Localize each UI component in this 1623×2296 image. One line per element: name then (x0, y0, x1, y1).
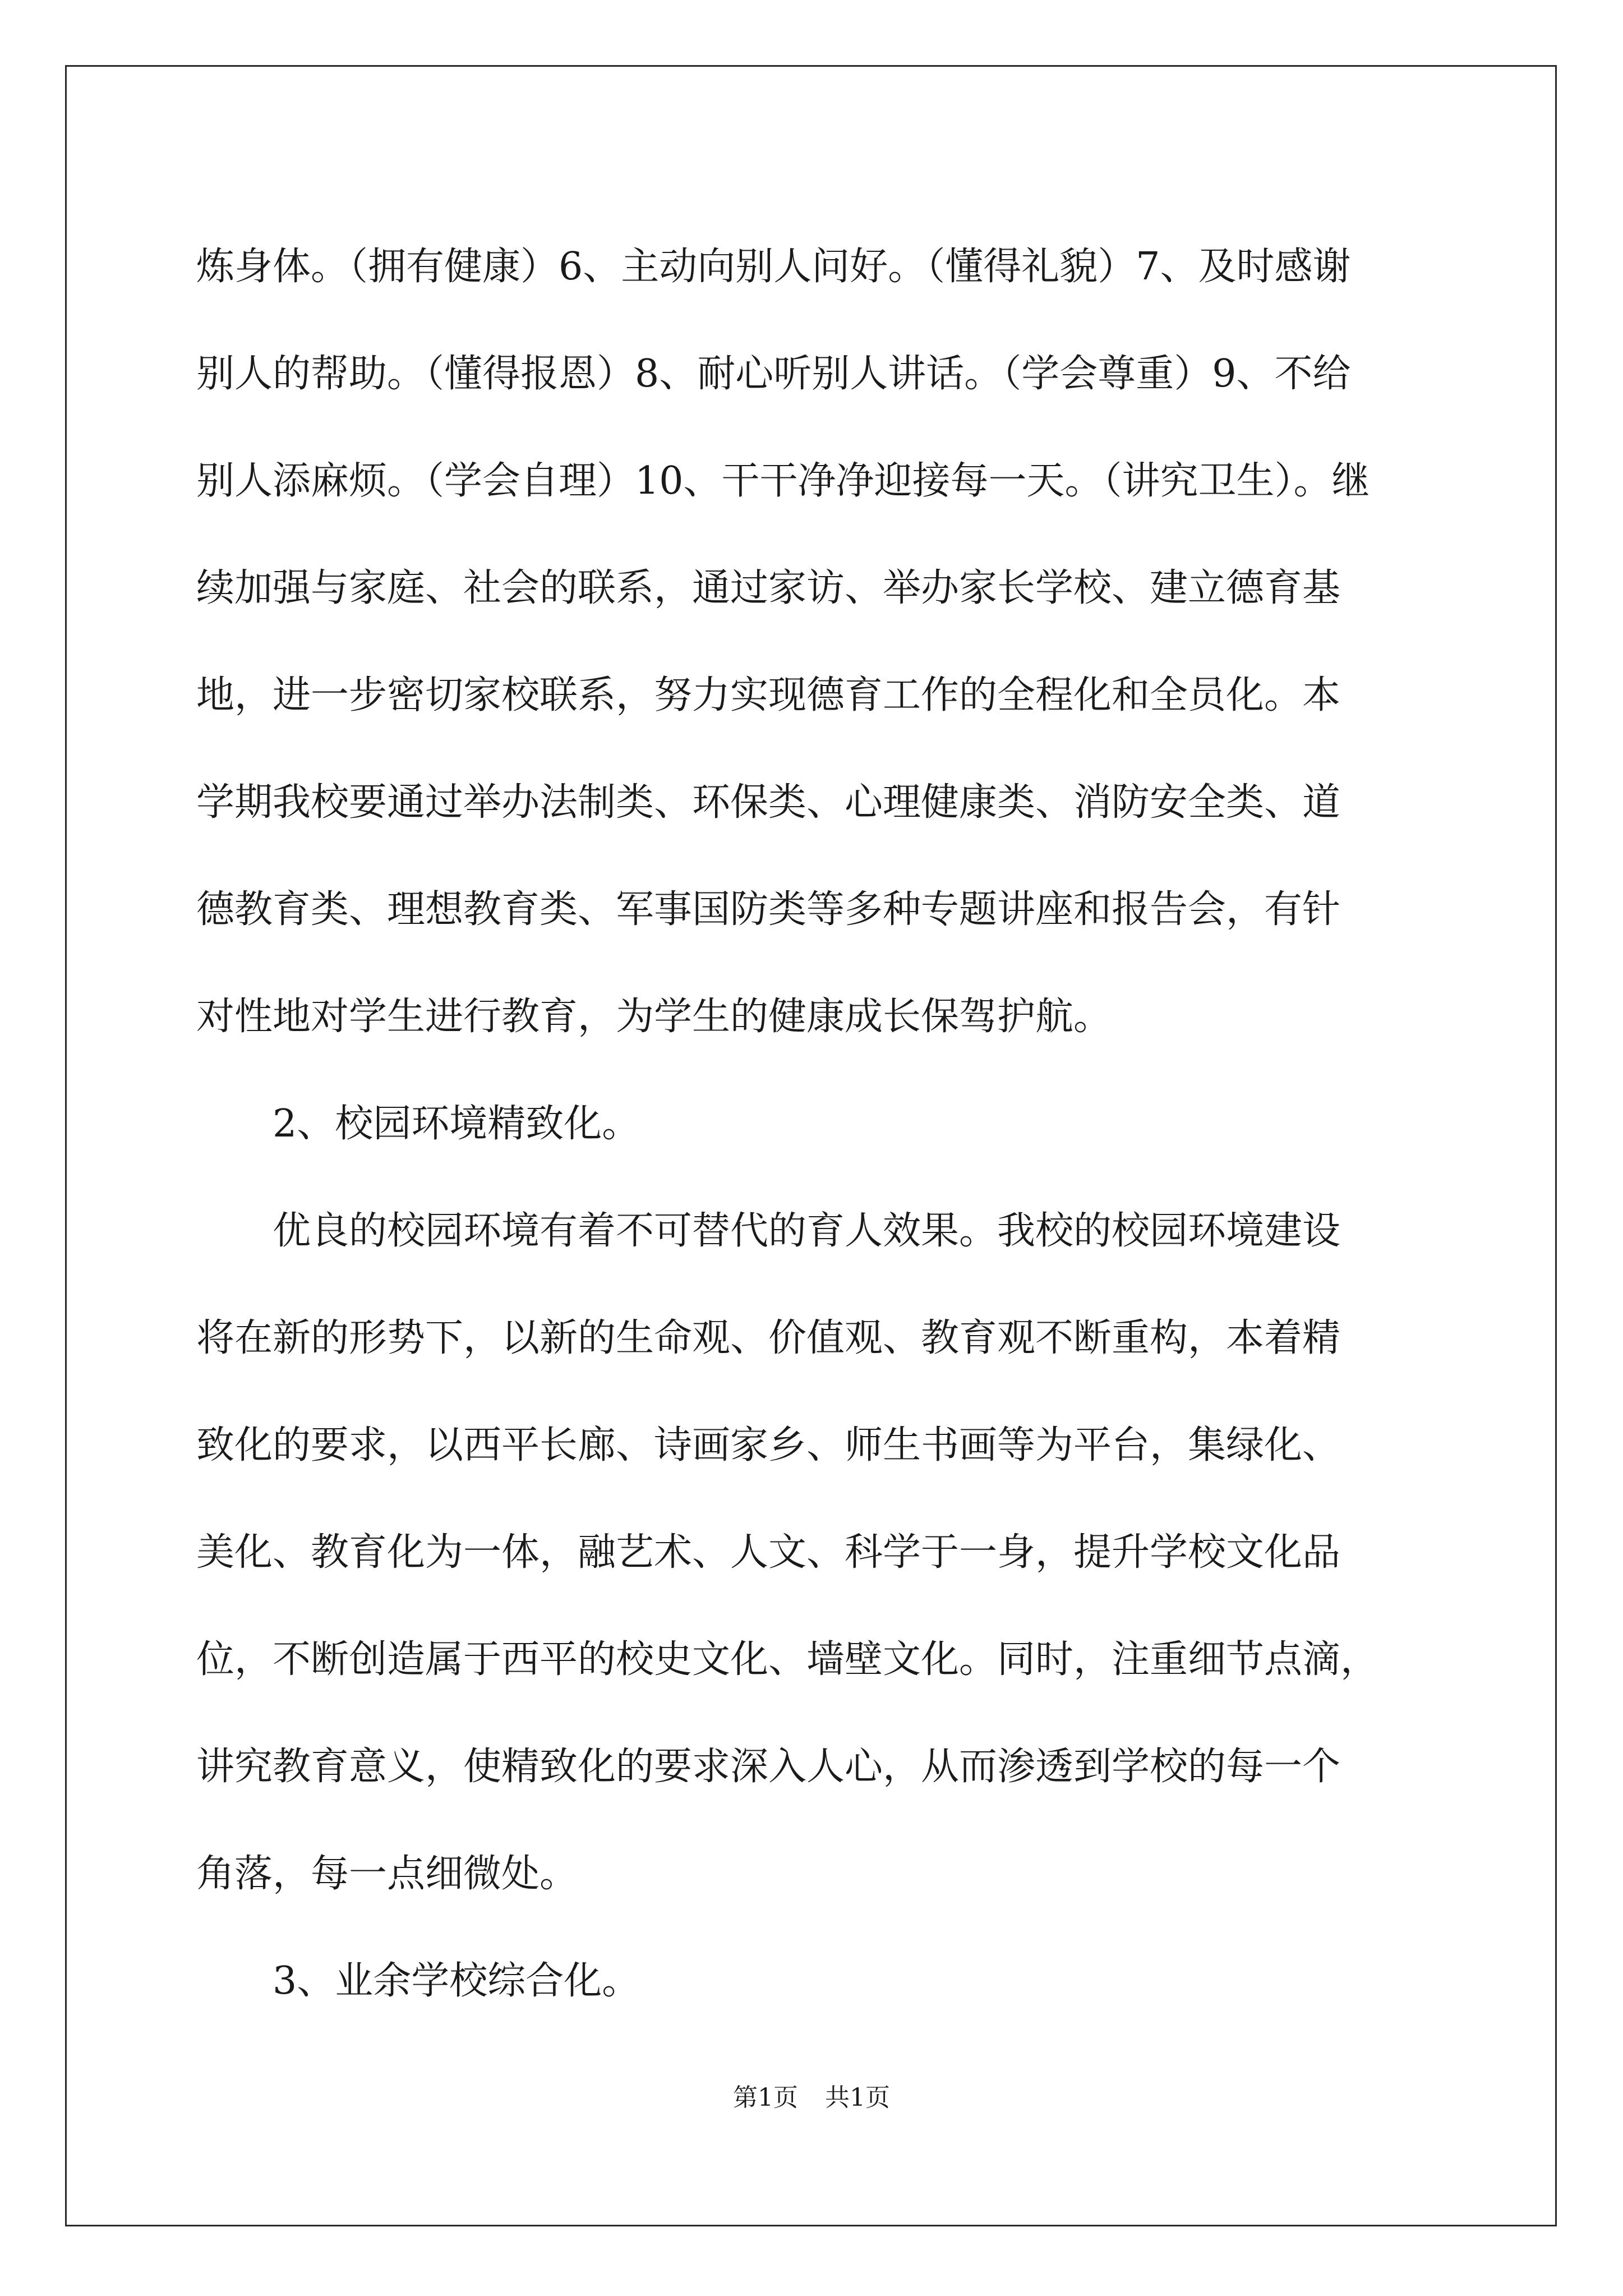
text-line: 德教育类、理想教育类、军事国防类等多种专题讲座和报告会，有针 (196, 887, 1341, 932)
document-body (196, 213, 1430, 2035)
text-line: 将在新的形势下，以新的生命观、价值观、教育观不断重构，本着精 (196, 1316, 1341, 1360)
text-line: 别人的帮助。（懂得报恩）8、耐心听别人讲话。（学会尊重）9、不给 (196, 352, 1351, 396)
text-line: 对性地对学生进行教育，为学生的健康成长保驾护航。 (196, 995, 1112, 1039)
text-line: 2、校园环境精致化。 (273, 1102, 640, 1146)
text-line: 别人添麻烦。（学会自理）10、干干净净迎接每一天。（讲究卫生）。继 (196, 459, 1370, 503)
section-heading-3 (196, 1927, 1430, 2035)
text-line: 学期我校要通过举办法制类、环保类、心理健康类、消防安全类、道 (196, 780, 1341, 825)
text-line: 炼身体。（拥有健康）6、主动向别人问好。（懂得礼貌）7、及时感谢 (196, 245, 1351, 289)
text-line: 地，进一步密切家校联系，努力实现德育工作的全程化和全员化。本 (196, 673, 1341, 717)
paragraph-3 (196, 1177, 1430, 1927)
text-line: 讲究教育意义，使精致化的要求深入人心，从而渗透到学校的每一个 (196, 1745, 1341, 1789)
text-line: 位，不断创造属于西平的校史文化、墙壁文化。同时，注重细节点滴， (196, 1637, 1379, 1682)
paragraph-1 (196, 213, 1430, 1070)
page-footer (0, 2081, 1623, 2115)
text-line: 致化的要求，以西平长廊、诗画家乡、师生书画等为平台，集绿化、 (196, 1423, 1341, 1467)
page-total: 共1页 (825, 2083, 890, 2112)
section-heading-2 (196, 1070, 1430, 1177)
text-line: 续加强与家庭、社会的联系，通过家访、举办家长学校、建立德育基 (196, 566, 1341, 610)
text-line: 美化、教育化为一体，融艺术、人文、科学于一身，提升学校文化品 (196, 1530, 1341, 1575)
text-line: 3、业余学校综合化。 (273, 1959, 640, 2003)
page-number: 第1页 (733, 2083, 798, 2112)
text-line: 角落，每一点细微处。 (196, 1852, 578, 1896)
text-line: 优良的校园环境有着不可替代的育人效果。我校的校园环境建设 (273, 1209, 1341, 1253)
